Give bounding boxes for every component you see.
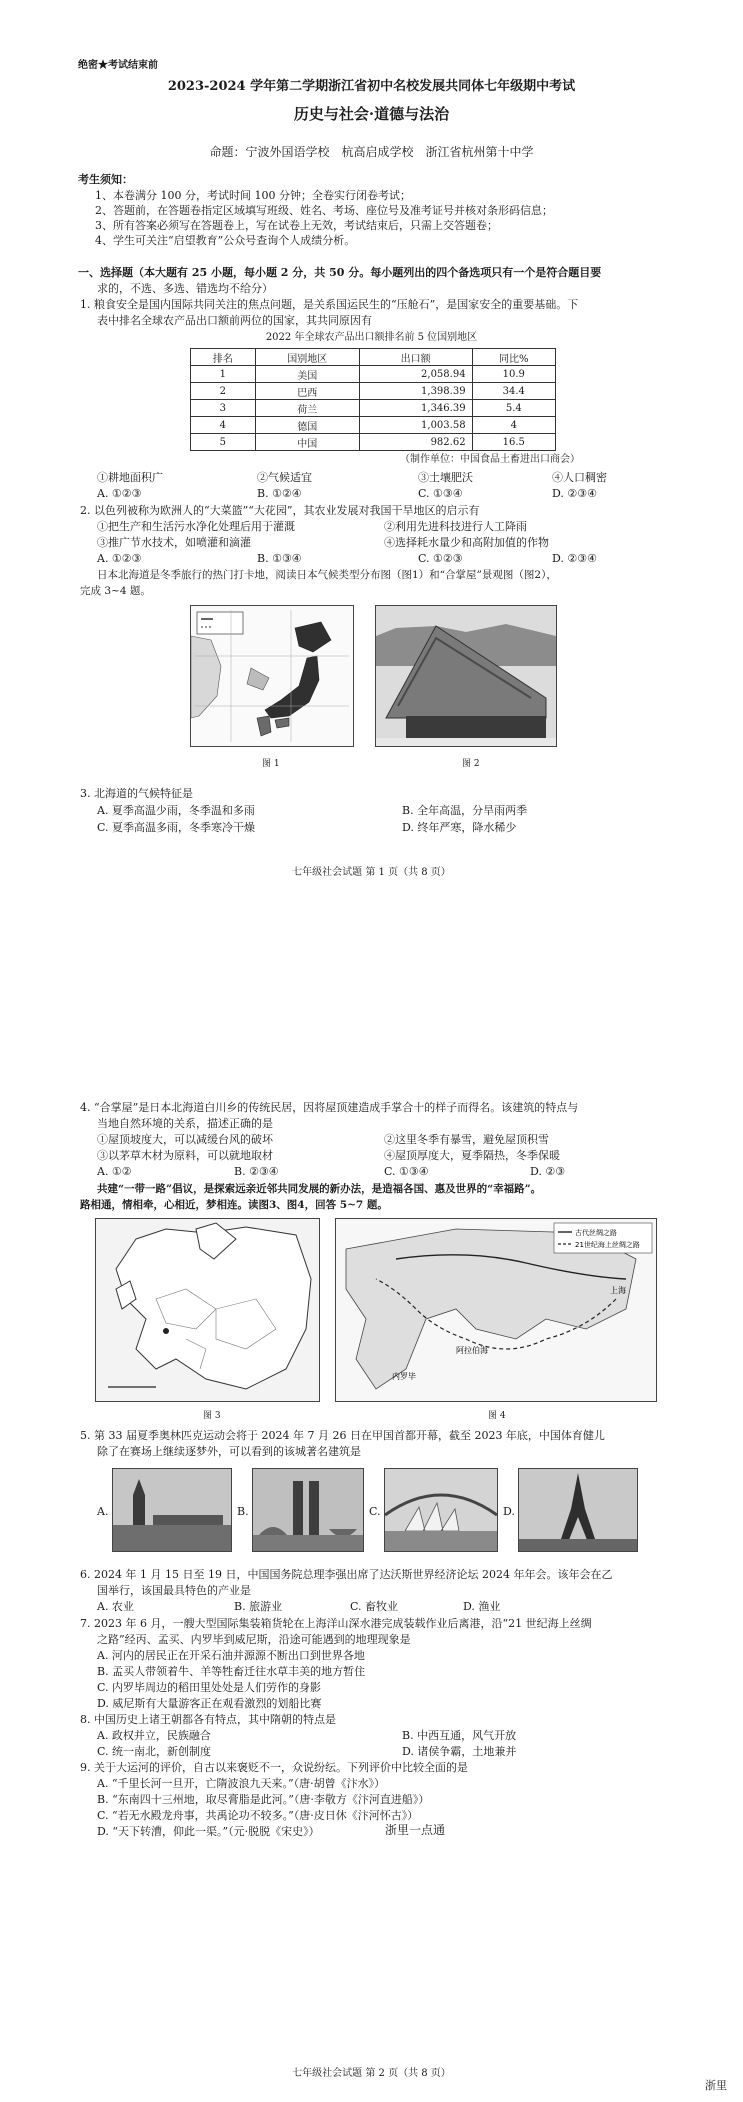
shikoku-shape: [275, 718, 289, 728]
opera-house-illustration: [385, 1469, 497, 1551]
table-row: [191, 434, 556, 451]
table-cell: 中国: [255, 434, 359, 451]
q5-option-d-label[interactable]: D.: [503, 1505, 515, 1518]
table-cell: 16.5: [472, 434, 555, 451]
map-legend-box: [197, 612, 243, 634]
page-1-footer: 七年级社会试题 第 1 页（共 8 页）: [292, 867, 451, 878]
legend-label: 古代丝绸之路: [575, 1229, 617, 1237]
q4-stem-cont: 当地自然环境的关系，描述正确的是: [97, 1117, 273, 1130]
q9-option-c[interactable]: C. “若无水殿龙舟事，共禹论功不较多。”（唐·皮日休《汴河怀古》）: [97, 1809, 419, 1822]
q1-option-c[interactable]: C. ①③④: [418, 487, 463, 500]
q1-statement: ②气候适宜: [257, 471, 312, 484]
kyushu-shape: [257, 716, 271, 736]
gassho-house-illustration: [376, 606, 556, 746]
q1-option-d[interactable]: D. ②③④: [552, 487, 598, 500]
hokkaido-shape: [295, 622, 331, 652]
q4-option-d[interactable]: D. ②③: [530, 1165, 566, 1178]
exam-subject: 历史与社会·道德与法治: [293, 105, 450, 123]
q3-4-intro-cont: 完成 3~4 题。: [80, 585, 151, 597]
exam-authors: 命题：宁波外国语学校 杭高启成学校 浙江省杭州第十中学: [209, 145, 534, 159]
table-cell: 4: [191, 417, 256, 434]
figure-1-japan-map: [190, 605, 354, 747]
table-cell: 4: [472, 417, 555, 434]
building: [153, 1515, 223, 1525]
eiffel-tower-illustration: [519, 1469, 637, 1551]
table-header-cell: 排名: [191, 349, 256, 366]
section-1-heading-cont: 求的，不选、多选、错选均不给分）: [97, 282, 273, 295]
q4-statement: ①屋顶坡度大，可以减缓台风的破坏: [97, 1133, 273, 1146]
q5-option-a-label[interactable]: A.: [97, 1505, 109, 1518]
table-cell: 10.9: [472, 366, 555, 383]
q2-option-d[interactable]: D. ②③④: [552, 552, 598, 565]
q8-option-a[interactable]: A. 政权并立，民族融合: [97, 1729, 211, 1742]
q5-option-d-photo[interactable]: [518, 1468, 638, 1552]
table-cell: 荷兰: [255, 400, 359, 417]
map-label-nairobi: 内罗毕: [392, 1372, 416, 1381]
parliament-towers-illustration: [253, 1469, 363, 1551]
q1-option-a[interactable]: A. ①②③: [97, 487, 142, 500]
table-cell: 1,398.39: [359, 383, 472, 400]
city-marker: [163, 1328, 169, 1334]
q7-option-c[interactable]: C. 内罗毕周边的稻田里处处是人们劳作的身影: [97, 1681, 322, 1694]
exam-page-1: [0, 0, 743, 1045]
q1-statement: ④人口稠密: [552, 471, 607, 484]
table-row: [191, 400, 556, 417]
legend-label: 21世纪海上丝绸之路: [575, 1241, 640, 1249]
table-row: [191, 366, 556, 383]
table-cell: 美国: [255, 366, 359, 383]
wall: [113, 1525, 231, 1551]
figure-3-europe-map: [95, 1218, 320, 1402]
europe-map: [96, 1219, 319, 1401]
q5-option-b-photo[interactable]: [252, 1468, 364, 1552]
q2-stem: 2. 以色列被称为欧洲人的“大菜篮”“大花园”，其农业发展对我国干旱地区的启示有: [80, 504, 480, 517]
map-label-shanghai: 上海: [610, 1286, 626, 1295]
table-cell: 1,003.58: [359, 417, 472, 434]
table-header-cell: 同比%: [472, 349, 555, 366]
asian-mainland-shape: [191, 636, 221, 718]
tower: [309, 1481, 319, 1535]
q5-option-c-label[interactable]: C.: [369, 1505, 381, 1518]
q6-stem: 6. 2024 年 1 月 15 日至 19 日，中国国务院总理李强出席了达沃斯世界经济论坛 2024 年年会。该年会在乙: [80, 1568, 613, 1581]
q3-4-intro: 日本北海道是冬季旅行的热门打卡地，阅读日本气候类型分布图（图1）和“合掌屋”景观图（图2），: [97, 569, 557, 581]
tower: [293, 1481, 303, 1535]
corner-watermark: 浙里: [705, 2079, 727, 2092]
q8-stem: 8. 中国历史上诸王朝都各有特点，其中隋朝的特点是: [80, 1713, 336, 1726]
table-cell: 1: [191, 366, 256, 383]
table-cell: 德国: [255, 417, 359, 434]
table-cell: 3: [191, 400, 256, 417]
q5-stem-cont: 除了在赛场上继续逐梦外，可以看到的该城著名建筑是: [97, 1445, 361, 1458]
q9-option-a[interactable]: A. “千里长河一旦开，亡隋波浪九天来。”（唐·胡曾《汴水》）: [97, 1777, 386, 1790]
q2-option-a[interactable]: A. ①②③: [97, 552, 142, 565]
q1-statement: ③土壤肥沃: [418, 471, 473, 484]
q9-stem: 9. 关于大运河的评价，自古以来褒贬不一，众说纷纭。下列评价中比较全面的是: [80, 1761, 468, 1774]
q2-statement: ①把生产和生活污水净化处理后用于灌溉: [97, 520, 295, 533]
korea-peninsula-shape: [247, 668, 269, 690]
q2-statement: ②利用先进科技进行人工降雨: [384, 520, 527, 533]
q4-statement: ②这里冬季有暴雪，避免屋顶积雪: [384, 1133, 549, 1146]
figure-1-caption: 图 1: [262, 759, 280, 769]
q7-option-a[interactable]: A. 河内的居民正在开采石油并源源不断出口到世界各地: [97, 1649, 365, 1662]
q2-statement: ④选择耗水量少和高附加值的作物: [384, 536, 549, 549]
q5-option-a-photo[interactable]: [112, 1468, 232, 1552]
notice-item: 4、学生可关注“启望教育”公众号查询个人成绩分析。: [95, 234, 356, 247]
ground-snow: [376, 738, 556, 746]
q1-option-b[interactable]: B. ①②④: [257, 487, 302, 500]
table-cell: 982.62: [359, 434, 472, 451]
q6-stem-cont: 国举行，该国最具特色的产业是: [97, 1584, 251, 1597]
water: [385, 1531, 497, 1551]
q3-option-d[interactable]: D. 终年严寒，降水稀少: [402, 821, 517, 834]
q6-option-a[interactable]: A. 农业: [97, 1600, 134, 1613]
q4-statement: ③以茅草木材为原料，可以就地取材: [97, 1149, 273, 1162]
q5-stem: 5. 第 33 届夏季奥林匹克运动会将于 2024 年 7 月 26 日在甲国首都开幕，截至 2023 年底，中国体育健儿: [80, 1429, 605, 1442]
q7-option-d[interactable]: D. 威尼斯有大量游客正在观看激烈的划船比赛: [97, 1697, 322, 1710]
q3-stem: 3. 北海道的气候特征是: [80, 787, 193, 800]
q9-option-b[interactable]: B. “东南四十三州地，取尽膏脂是此河。”（唐·李敬方《汴河直进船》）: [97, 1793, 430, 1806]
exam-title: 2023-2024 学年第二学期浙江省初中名校发展共同体七年级期中考试: [167, 79, 576, 94]
ground: [519, 1539, 637, 1551]
figure-2-caption: 图 2: [462, 759, 480, 769]
table-row: [191, 383, 556, 400]
q6-option-d[interactable]: D. 渔业: [463, 1600, 501, 1613]
table-cell: 34.4: [472, 383, 555, 400]
table-header-row: [191, 349, 556, 366]
section-1-heading: 一、选择题（本大题有 25 小题，每小题 2 分，共 50 分。每小题列出的四个备选项只有一个是符合题目要: [78, 266, 602, 279]
q6-option-b[interactable]: B. 旅游业: [234, 1600, 283, 1613]
table-header-cell: 出口额: [359, 349, 472, 366]
notice-item: 2、答题前，在答题卷指定区域填写班级、姓名、考场、座位号及准考证号并核对条形码信息；: [95, 204, 553, 217]
figure-4-caption: 图 4: [488, 1411, 506, 1421]
q7-stem: 7. 2023 年 6 月，一艘大型国际集装箱货轮在上海洋山深水港完成装载作业后离港，沿“21 世纪海上丝绸: [80, 1617, 592, 1630]
figure-2-gassho-house-photo: [375, 605, 557, 747]
q4-option-a[interactable]: A. ①②: [97, 1165, 132, 1178]
notice-title: 考生须知：: [78, 173, 133, 186]
watermark-text: 浙里一点通: [385, 1823, 446, 1837]
house-wall: [406, 716, 546, 738]
map-label-arabian-sea: 阿拉伯海: [456, 1346, 488, 1355]
q4-statement: ④屋顶厚度大，夏季隔热，冬季保暖: [384, 1149, 560, 1162]
honshu-shape: [265, 656, 319, 718]
table-cell: 5: [191, 434, 256, 451]
secret-label: 绝密★考试结束前: [78, 60, 158, 71]
japan-climate-map: [191, 606, 353, 746]
q4-option-c[interactable]: C. ①③④: [384, 1165, 429, 1178]
kremlin-tower-illustration: [113, 1469, 231, 1551]
table-header-cell: 国别地区: [255, 349, 359, 366]
page-2-footer: 七年级社会试题 第 2 页（共 8 页）: [292, 2068, 451, 2079]
q4-option-b[interactable]: B. ②③④: [234, 1165, 279, 1178]
q1-table: [190, 348, 556, 451]
notice-item: 3、所有答案必须写在答题卷上，写在试卷上无效，考试结束后，只需上交答题卷；: [95, 219, 498, 232]
table-cell: 巴西: [255, 383, 359, 400]
figure-4-silk-road-map: [335, 1218, 657, 1402]
q2-option-b[interactable]: B. ①③④: [257, 552, 302, 565]
table-row: [191, 417, 556, 434]
table-cell: 2: [191, 383, 256, 400]
q1-table-note: （制作单位：中国食品土畜进出口商会）: [400, 454, 580, 465]
q9-option-d[interactable]: D. “天下转漕，仰此一渠。”（元·脱脱《宋史》）: [97, 1825, 320, 1838]
q5-7-intro: 共建“一带一路”倡议，是探索远亲近邻共同发展的新办法，是造福各国、惠及世界的“幸福路”。: [97, 1183, 542, 1195]
q3-option-c[interactable]: C. 夏季高温多雨，冬季寒冷干燥: [97, 821, 256, 834]
q2-statement: ③推广节水技术，如喷灌和滴灌: [97, 536, 251, 549]
belt-and-road-map: [336, 1219, 656, 1401]
q1-stem-cont: 表中排名全球农产品出口额前两位的国家，其共同原因有: [97, 314, 372, 327]
ground: [253, 1535, 363, 1551]
q1-stem: 1. 粮食安全是国内国际共同关注的焦点问题，是关系国运民生的“压舱石”，是国家安全的重要基础。下: [80, 298, 579, 311]
notice-item: 1、本卷满分 100 分，考试时间 100 分钟；全卷实行闭卷考试；: [95, 189, 411, 202]
q8-option-c[interactable]: C. 统一南北，新创制度: [97, 1745, 212, 1758]
exam-page-2: [0, 1100, 743, 2102]
q8-option-b[interactable]: B. 中西互通，风气开放: [402, 1729, 517, 1742]
q7-stem-cont: 之路”经丙、孟买、内罗毕到威尼斯，沿途可能遇到的地理现象是: [97, 1633, 411, 1646]
table-cell: 5.4: [472, 400, 555, 417]
q7-option-b[interactable]: B. 孟买人带领着牛、羊等牲畜迁往水草丰美的地方暂住: [97, 1665, 366, 1678]
q4-stem: 4. “合掌屋”是日本北海道白川乡的传统民居，因将屋顶建造成手掌合十的样子而得名。该建筑的特点与: [80, 1101, 579, 1114]
figure-3-caption: 图 3: [203, 1411, 221, 1421]
table-cell: 1,346.39: [359, 400, 472, 417]
q8-option-d[interactable]: D. 诸侯争霸，土地兼并: [402, 1745, 517, 1758]
q1-table-title: 2022 年全球农产品出口额排名前 5 位国别地区: [265, 332, 478, 343]
q5-option-b-label[interactable]: B.: [237, 1505, 249, 1518]
q5-7-intro-cont: 路相通，情相牵，心相近，梦相连。读图3、图4，回答 5~7 题。: [80, 1199, 388, 1211]
q3-option-b[interactable]: B. 全年高温，分旱雨两季: [402, 804, 528, 817]
q3-option-a[interactable]: A. 夏季高温少雨，冬季温和多雨: [97, 804, 255, 817]
q1-statement: ①耕地面积广: [97, 471, 163, 484]
q2-option-c[interactable]: C. ①②③: [418, 552, 463, 565]
q5-option-c-photo[interactable]: [384, 1468, 498, 1552]
table-cell: 2,058.94: [359, 366, 472, 383]
q6-option-c[interactable]: C. 畜牧业: [350, 1600, 399, 1613]
